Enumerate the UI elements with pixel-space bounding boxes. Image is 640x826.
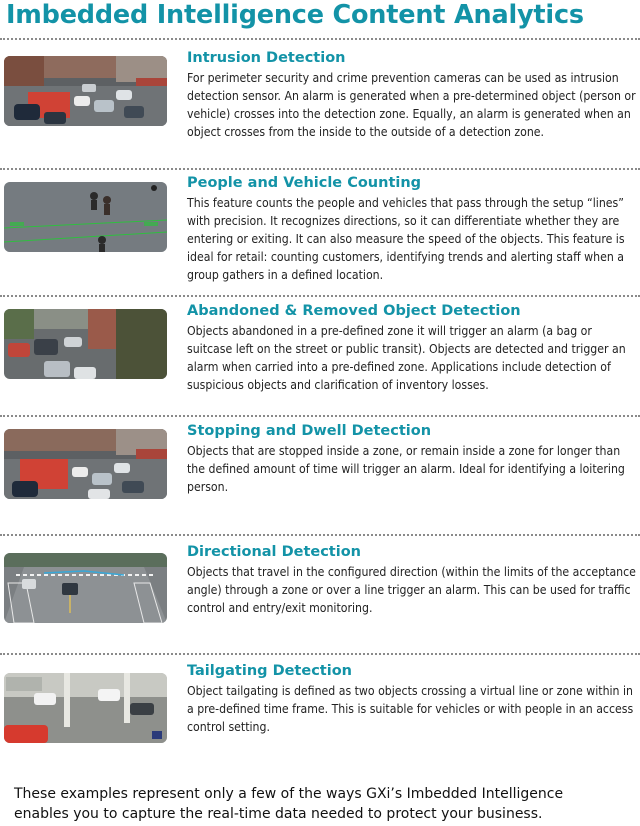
section-image-intrusion <box>4 56 167 126</box>
section-body: For perimeter security and crime prevention cameras can be used as intrusion detection sensor. An alarm is generated when a pre-determined object (person or vehicle) crosses into the detection zone. Equally, an alarm is generated when an object crosses from the inside to the outside of a detection zone. <box>187 71 636 139</box>
section-title: Abandoned & Removed Object Detection <box>187 303 521 319</box>
section-image-abandoned <box>4 309 167 379</box>
section-divider <box>0 168 640 170</box>
section-divider <box>0 295 640 297</box>
section-title: Tailgating Detection <box>187 663 352 679</box>
title-divider <box>0 38 640 40</box>
section-body: Object tailgating is defined as two objects crossing a virtual line or zone within in a pre-defined time frame. This is suitable for vehicles or with people in an access control setting. <box>187 684 634 734</box>
section-title: Stopping and Dwell Detection <box>187 423 432 439</box>
closing-statement: These examples represent only a few of the ways GXi’s Imbedded Intelligence enables you to capture the real-time data needed to protect your business. <box>14 786 564 822</box>
section-title: Intrusion Detection <box>187 50 346 66</box>
section-body: Objects that travel in the configured direction (within the limits of the acceptance angle) through a zone or over a line trigger an alarm. This can be used for traffic control and entry/exit monitoring. <box>187 565 636 615</box>
section-title: Directional Detection <box>187 544 361 560</box>
section-divider <box>0 534 640 536</box>
page-title: Imbedded Intelligence Content Analytics <box>6 0 584 30</box>
section-body: This feature counts the people and vehicles that pass through the setup “lines” with precision. It recognizes directions, so it can differentiate whether they are entering or exiting. It can also measure the speed of the objects. This feature is ideal for retail: counting customers, identifying trends and alerting staff when a group gathers in a defined location. <box>187 196 625 282</box>
section-image-dwell <box>4 429 167 499</box>
section-image-directional <box>4 553 167 623</box>
section-image-tailgating <box>4 673 167 743</box>
section-body: Objects that are stopped inside a zone, or remain inside a zone for longer than the defined amount of time will trigger an alarm. Ideal for identifying a loitering person. <box>187 444 625 494</box>
section-divider <box>0 415 640 417</box>
section-body: Objects abandoned in a pre-defined zone it will trigger an alarm (a bag or suitcase left on the street or public transit). Objects are detected and trigger an alarm when carried into a pre-defined zone. Applications include detection of suspicious objects and clarification of inventory losses. <box>187 324 626 392</box>
section-title: People and Vehicle Counting <box>187 175 422 191</box>
section-image-counting <box>4 182 167 252</box>
section-divider <box>0 653 640 655</box>
